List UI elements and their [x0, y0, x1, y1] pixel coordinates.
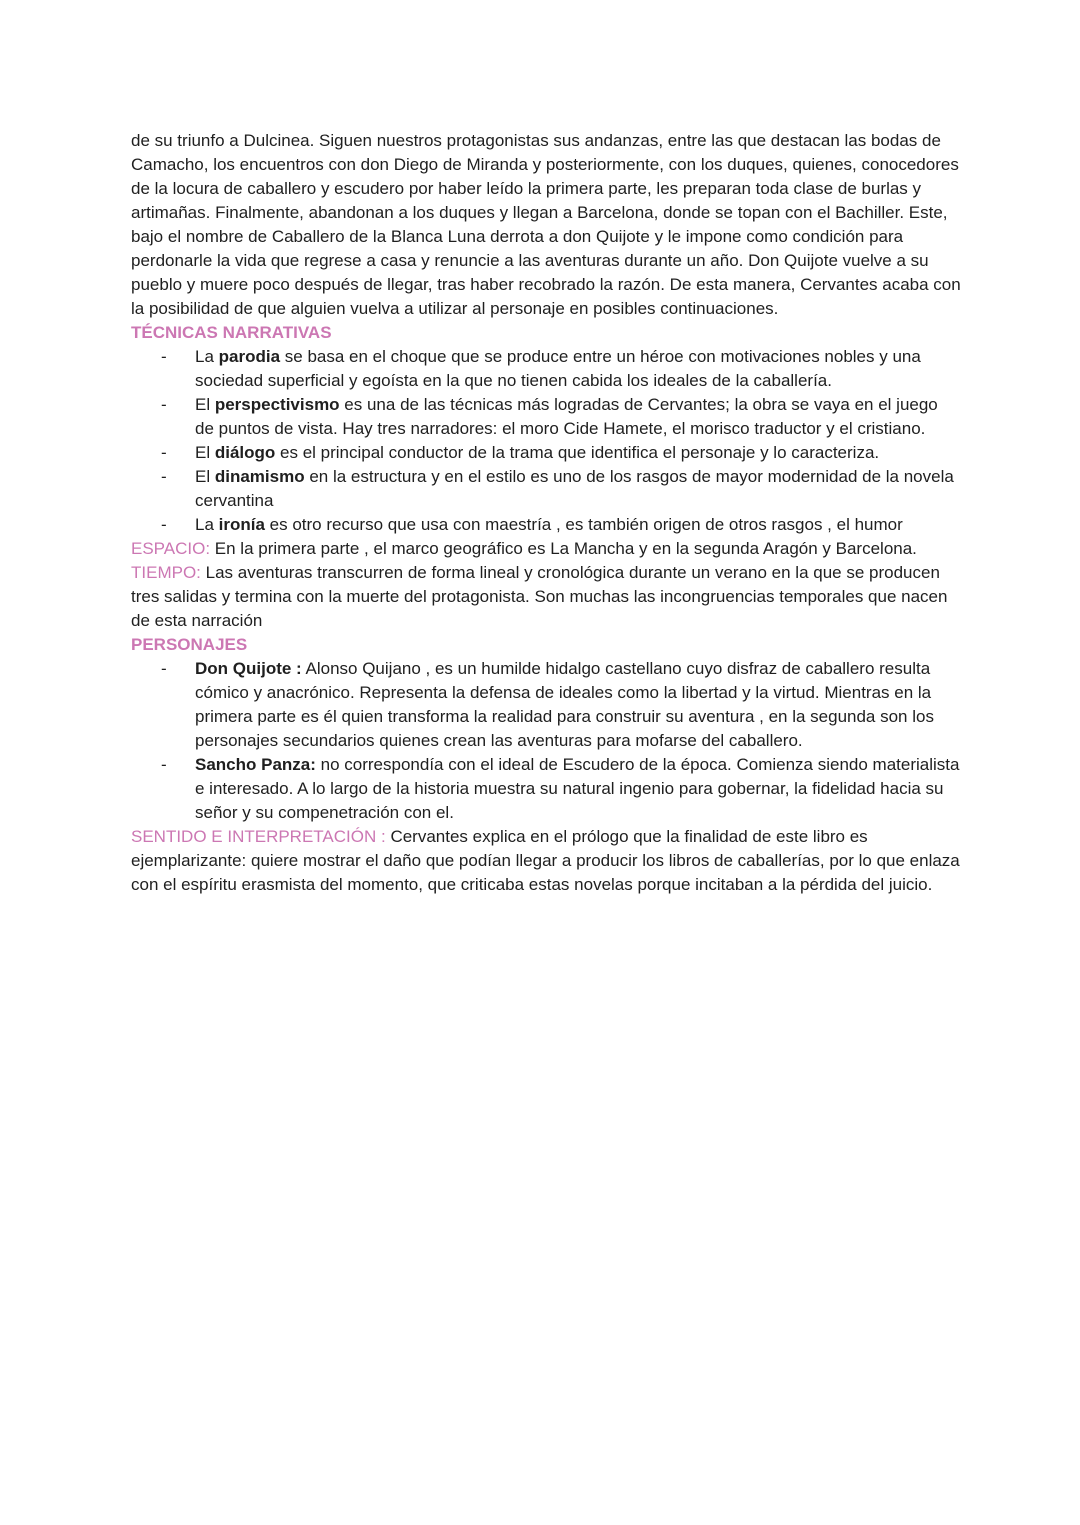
term: ironía	[218, 515, 265, 534]
personajes-list	[131, 657, 961, 825]
list-item: - El dinamismo en la estructura y en el estilo es uno de los rasgos de mayor modernidad de la novela cervantina	[161, 467, 954, 510]
character-name: Sancho Panza:	[195, 755, 316, 774]
espacio-paragraph: ESPACIO: En la primera parte , el marco geográfico es La Mancha y en la segunda Aragón y Barcelona.	[131, 539, 917, 558]
intro-paragraph: de su triunfo a Dulcinea. Siguen nuestros protagonistas sus andanzas, entre las que destacan las bodas de Camacho, los encuentros con don Diego de Miranda y posteriormente, con los duques, quienes, conocedores de la locura de caballero y escudero por haber leído la primera parte, les preparan toda clase de burlas y artimañas. Finalmente, abandonan a los duques y llegan a Barcelona, donde se topan con el Bachiller. Este, bajo el nombre de Caballero de la Blanca Luna derrota a don Quijote y le impone como condición para perdonarle la vida que regrese a casa y renuncie a las aventuras durante un año. Don Quijote vuelve a su pueblo y muere poco después de llegar, tras haber recobrado la razón. De esta manera, Cervantes acaba con la posibilidad de que alguien vuelva a utilizar al personaje en posibles continuaciones.	[131, 131, 961, 318]
bullet-dash: -	[161, 467, 167, 486]
espacio-label: ESPACIO:	[131, 539, 211, 558]
tecnicas-list	[131, 345, 961, 537]
bullet-dash: -	[161, 755, 167, 774]
bullet-dash: -	[161, 659, 167, 678]
term: perspectivismo	[214, 395, 340, 414]
tecnicas-heading: TÉCNICAS NARRATIVAS	[131, 323, 332, 342]
list-item: - El diálogo es el principal conductor de la trama que identifica el personaje y lo caracteriza.	[195, 441, 961, 465]
list-item: - Don Quijote : Alonso Quijano , es un humilde hidalgo castellano cuyo disfraz de caballero resulta cómico y anacrónico. Representa la defensa de ideales como la libertad y la virtud. Mientras en la primera parte es él quien transforma la realidad para construir su aventura , en la segunda son los personajes secundarios quienes crean las aventuras para mofarse del caballero.	[161, 659, 934, 750]
tiempo-paragraph: TIEMPO: Las aventuras transcurren de forma lineal y cronológica durante un verano en la que se producen tres salidas y termina con la muerte del protagonista. Son muchas las incongruencias temporales que nacen de esta narración	[131, 563, 948, 630]
bullet-dash: -	[161, 347, 167, 366]
character-name: Don Quijote :	[195, 659, 302, 678]
sentido-label: SENTIDO E INTERPRETACIÓN :	[131, 827, 386, 846]
bullet-dash: -	[161, 443, 167, 462]
bullet-dash: -	[161, 395, 167, 414]
term: dinamismo	[214, 467, 305, 486]
bullet-dash: -	[161, 515, 167, 534]
list-item: - La parodia se basa en el choque que se produce entre un héroe con motivaciones nobles y una sociedad superficial y egoísta en la que no tienen cabida los ideales de la caballería.	[161, 347, 921, 390]
document-page	[131, 129, 961, 897]
sentido-paragraph: SENTIDO E INTERPRETACIÓN : Cervantes explica en el prólogo que la finalidad de este libro es ejemplarizante: quiere mostrar el daño que podían llegar a producir los libros de caballerías, por lo que enlaza con el espíritu erasmista del momento, que criticaba estas novelas porque incitaban a la pérdida del juicio.	[131, 827, 960, 894]
term: parodia	[218, 347, 281, 366]
list-item: - La ironía es otro recurso que usa con maestría , es también origen de otros rasgos , el humor	[195, 513, 961, 537]
list-item: - El perspectivismo es una de las técnicas más logradas de Cervantes; la obra se vaya en el juego de puntos de vista. Hay tres narradores: el moro Cide Hamete, el morisco traductor y el cristiano.	[161, 395, 938, 438]
list-item: - Sancho Panza: no correspondía con el ideal de Escudero de la época. Comienza siendo materialista e interesado. A lo largo de la historia muestra su natural ingenio para gobernar, la fidelidad hacia su señor y su compenetración con el.	[161, 755, 960, 822]
term: diálogo	[214, 443, 276, 462]
tiempo-label: TIEMPO:	[131, 563, 201, 582]
personajes-heading: PERSONAJES	[131, 635, 248, 654]
